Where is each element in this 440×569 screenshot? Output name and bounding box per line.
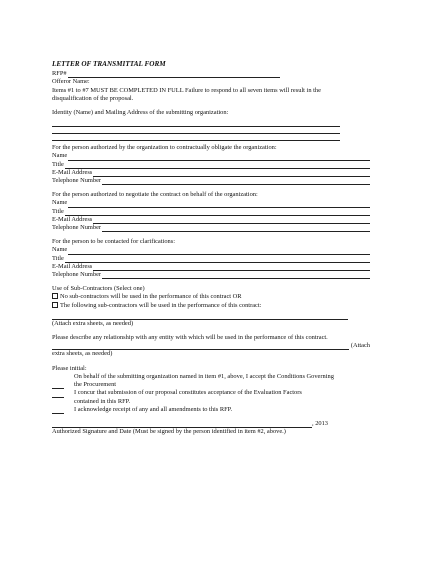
negotiate-title-row bbox=[52, 208, 370, 216]
oblige-email-label: E-Mail Address bbox=[52, 168, 93, 176]
offeror-row bbox=[52, 78, 370, 86]
subcontractors-heading: Use of Sub-Contractors (Select one) bbox=[52, 285, 145, 293]
subcontractors-attach: (Attach extra sheets, as needed) bbox=[52, 319, 134, 327]
oblige-name-field[interactable] bbox=[68, 154, 370, 161]
subcontractors-line[interactable] bbox=[52, 313, 348, 320]
subcontractors-option-yes bbox=[52, 302, 370, 310]
signature-field[interactable] bbox=[52, 421, 312, 428]
identity-line-2[interactable] bbox=[52, 127, 340, 134]
yes-subcontractors-checkbox[interactable] bbox=[52, 302, 58, 308]
oblige-name-label: Name bbox=[52, 152, 68, 160]
initial-item-2-cont: contained in this RFP. bbox=[74, 397, 131, 405]
signature-row bbox=[52, 420, 370, 428]
initial-item-1: On behalf of the submitting organization named in item #1, above, I accept the Conditions Governing bbox=[74, 372, 334, 380]
identity-line-1[interactable] bbox=[52, 120, 340, 127]
clarify-phone-row bbox=[52, 271, 370, 279]
initial-item-1-cont: the Procurement bbox=[74, 381, 117, 389]
initial-item-3: I acknowledge receipt of any and all amendments to this RFP. bbox=[74, 405, 233, 413]
signature-label: Authorized Signature and Date (Must be signed by the person identified in item #2, above.) bbox=[52, 428, 286, 436]
clarify-name-label: Name bbox=[52, 246, 68, 254]
oblige-phone-label: Telephone Number bbox=[52, 177, 102, 185]
clarify-email-label: E-Mail Address bbox=[52, 262, 93, 270]
clarify-title-row bbox=[52, 255, 370, 263]
clarify-title-label: Title bbox=[52, 254, 64, 262]
clarify-heading: For the person to be contacted for clarifications: bbox=[52, 238, 175, 246]
signature-year: , 2013 bbox=[312, 419, 328, 427]
no-subcontractors-checkbox[interactable] bbox=[52, 293, 58, 299]
rfp-field[interactable] bbox=[68, 71, 280, 78]
initial-item-2-row bbox=[52, 389, 370, 397]
relationship-attach-a: (Attach bbox=[350, 342, 370, 350]
oblige-name-row bbox=[52, 152, 370, 160]
oblige-email-row bbox=[52, 169, 370, 177]
initial-item-2: I concur that submission of our proposal constitutes acceptance of the Evaluation Factors bbox=[74, 389, 302, 397]
clarify-title-field[interactable] bbox=[65, 256, 370, 263]
identity-label: Identity (Name) and Mailing Address of the submitting organization: bbox=[52, 109, 229, 117]
clarify-name-field[interactable] bbox=[68, 248, 370, 255]
identity-line-3[interactable] bbox=[52, 134, 340, 141]
negotiate-phone-field[interactable] bbox=[102, 225, 370, 232]
oblige-heading: For the person authorized by the organization to contractually obligate the organization: bbox=[52, 144, 277, 152]
offeror-label: Offeror Name: bbox=[52, 78, 90, 86]
negotiate-title-label: Title bbox=[52, 207, 64, 215]
negotiate-name-row bbox=[52, 199, 370, 207]
clarify-email-field[interactable] bbox=[93, 264, 370, 271]
negotiate-title-field[interactable] bbox=[65, 209, 370, 216]
oblige-phone-field[interactable] bbox=[102, 178, 370, 185]
negotiate-name-field[interactable] bbox=[68, 201, 370, 208]
initial-item-3-row bbox=[52, 406, 370, 414]
yes-subcontractors-label: The following sub-contractors will be used in the performance of this contract: bbox=[60, 301, 262, 309]
clarify-name-row bbox=[52, 246, 370, 254]
items-instruction-2: disqualification of the proposal. bbox=[52, 94, 134, 102]
oblige-title-field[interactable] bbox=[65, 162, 370, 169]
relationship-attach-b: extra sheets, as needed) bbox=[52, 350, 113, 358]
items-instruction: Items #1 to #7 MUST BE COMPLETED IN FULL Failure to respond to all seven items will result in the bbox=[52, 86, 321, 94]
clarify-email-row bbox=[52, 263, 370, 271]
initial-heading: Please initial: bbox=[52, 364, 87, 372]
no-subcontractors-label: No sub-contractors will be used in the performance of this contract OR bbox=[60, 293, 242, 301]
initial-item-1-row bbox=[52, 381, 370, 389]
oblige-title-label: Title bbox=[52, 160, 64, 168]
relationship-line-row bbox=[52, 342, 370, 350]
negotiate-name-label: Name bbox=[52, 199, 68, 207]
negotiate-email-row bbox=[52, 216, 370, 224]
clarify-phone-label: Telephone Number bbox=[52, 271, 102, 279]
negotiate-email-label: E-Mail Address bbox=[52, 215, 93, 223]
rfp-row bbox=[52, 70, 370, 78]
oblige-title-row bbox=[52, 161, 370, 169]
clarify-phone-field[interactable] bbox=[102, 272, 370, 279]
subcontractors-option-no bbox=[52, 293, 370, 301]
initial-field-3[interactable] bbox=[52, 407, 64, 414]
form-title: LETTER OF TRANSMITTAL FORM bbox=[52, 60, 166, 68]
negotiate-email-field[interactable] bbox=[93, 217, 370, 224]
negotiate-heading: For the person authorized to negotiate the contract on behalf of the organization: bbox=[52, 191, 258, 199]
negotiate-phone-row bbox=[52, 224, 370, 232]
oblige-email-field[interactable] bbox=[93, 170, 370, 177]
relationship-text: Please describe any relationship with any entity with which will be used in the performance of this contract. bbox=[52, 334, 328, 342]
initial-field-1[interactable] bbox=[52, 382, 64, 389]
oblige-phone-row bbox=[52, 177, 370, 185]
initial-field-2[interactable] bbox=[52, 391, 64, 398]
rfp-label: RFP# bbox=[52, 70, 67, 78]
transmittal-form bbox=[52, 60, 370, 436]
relationship-field[interactable] bbox=[52, 343, 349, 350]
negotiate-phone-label: Telephone Number bbox=[52, 224, 102, 232]
